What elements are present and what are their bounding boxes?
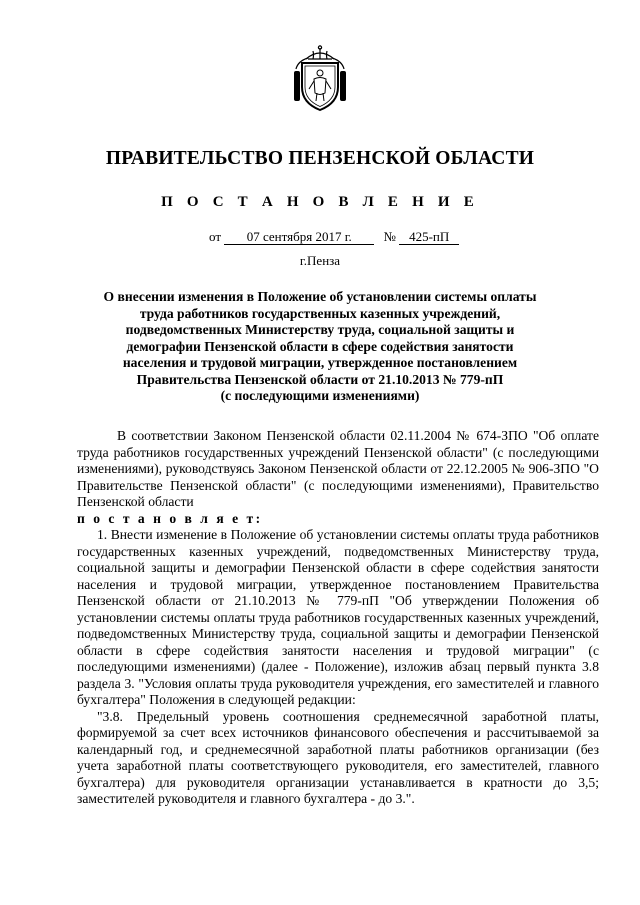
title-line: О внесении изменения в Положение об установлении системы оплаты — [103, 289, 537, 304]
coat-of-arms-icon — [292, 45, 348, 113]
date-prefix: от — [209, 229, 222, 244]
title-line: (с последующими изменениями) — [220, 388, 420, 403]
document-body — [77, 428, 599, 808]
title-line: подведомственных Министерству труда, социальной защиты и — [125, 322, 515, 337]
document-date: 07 сентября 2017 г. — [224, 229, 374, 245]
decides-clause: п о с т а н о в л я е т: — [77, 510, 263, 526]
item-1-paragraph: 1. Внести изменение в Положение об установлении системы оплаты труда работников государственных казенных учреждений, подведомственных Министерству труда, социальной защиты и демографии Пензенской области в сфере содействия занятости населения и трудовой миграции, утвержденное постановлением Правительства Пензенской области от 21.10.2013 № 779-пП "Об утверждении Положения об установлении системы оплаты труда работников государственных казенных учреждений, подведомственных Министерству труда, социальной защиты и демографии Пензенской области в сфере содействия занятости населения и трудовой миграции" (с последующими изменениями) (далее - Положение), изложив абзац первый пункта 3.8 раздела 3. "Условия оплаты труда руководителя учреждения, его заместителей и главного бухгалтера" Положения в следующей редакции: — [77, 527, 599, 707]
intro-paragraph: В соответствии Законом Пензенской области 02.11.2004 № 674-ЗПО "Об оплате труда работников государственных учреждений Пензенской области" (с последующими изменениями), руководствуясь Законом Пензенской области от 22.12.2005 № 906-ЗПО "О Правительстве Пензенской области" (с последующими изменениями), Правительство Пензенской области — [77, 428, 599, 509]
number-prefix: № — [383, 229, 396, 244]
government-name: ПРАВИТЕЛЬСТВО ПЕНЗЕНСКОЙ ОБЛАСТИ — [105, 148, 535, 169]
title-line: труда работников государственных казенных учреждений, — [139, 305, 501, 321]
document-number: 425-пП — [399, 229, 459, 245]
item-3-8-paragraph: "3.8. Предельный уровень соотношения среднемесячной заработной платы, формируемой за счет всех источников финансового обеспечения и рассчитываемой за календарный год, и среднемесячной заработной платы работников организации (без учета заработной платы соответствующего руководителя, его заместителей, главного бухгалтера) для руководителя организации устанавливается в кратности до 3,5; заместителей руководителя и главного бухгалтера - до 3.". — [77, 708, 599, 806]
document-city: г.Пенза — [299, 253, 341, 268]
title-line: населения и трудовой миграции, утвержденное постановлением — [122, 355, 518, 370]
title-line: Правительства Пензенской области от 21.10.2013 № 779-пП — [136, 371, 504, 387]
date-number-line — [209, 229, 459, 245]
document-title — [80, 289, 560, 405]
title-line: демографии Пензенской области в сфере содействия занятости — [126, 338, 514, 354]
document-type: П О С Т А Н О В Л Е Н И Е — [161, 194, 479, 210]
